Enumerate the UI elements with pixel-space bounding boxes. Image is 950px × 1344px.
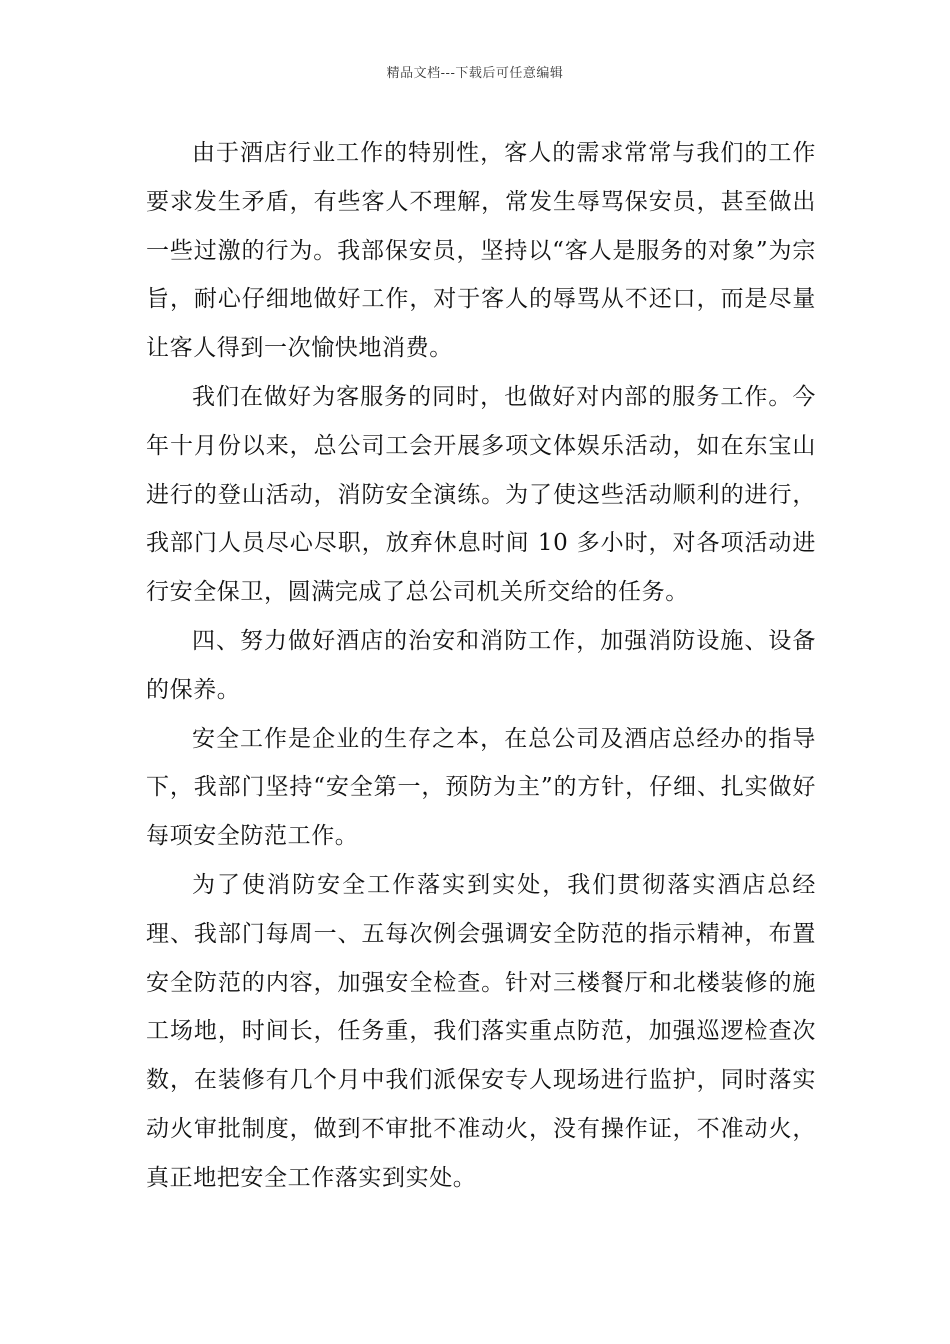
document-body (146, 129, 816, 1203)
paragraph-customer-service: 由于酒店行业工作的特别性，客人的需求常常与我们的工作要求发生矛盾，有些客人不理解，常发生辱骂保安员，甚至做出一些过激的行为。我部保安员，坚持以“客人是服务的对象”为宗旨，耐心仔细地做好工作，对于客人的辱骂从不还口，而是尽量让客人得到一次愉快地消费。 (146, 140, 816, 362)
paragraph-fire-safety-measures: 为了使消防安全工作落实到实处，我们贯彻落实酒店总经理、我部门每周一、五每次例会强调安全防范的指示精神，布置安全防范的内容，加强安全检查。针对三楼餐厅和北楼装修的施工场地，时间长，任务重，我们落实重点防范，加强巡逻检查次数，在装修有几个月中我们派保安专人现场进行监护，同时落实动火审批制度，做到不审批不准动火，没有操作证，不准动火，真正地把安全工作落实到实处。 (146, 871, 816, 1191)
section-heading-security-fire: 四、努力做好酒店的治安和消防工作，加强消防设施、设备的保养。 (146, 627, 816, 703)
page-header: 精品文档---下载后可任意编辑 (386, 66, 564, 81)
paragraph-internal-service: 我们在做好为客服务的同时，也做好对内部的服务工作。今年十月份以来，总公司工会开展多项文体娱乐活动，如在东宝山进行的登山活动，消防安全演练。为了使这些活动顺利的进行，我部门人员尽心尽职，放弃休息时间 10 多小时，对各项活动进行安全保卫，圆满完成了总公司机关所交给的任务。 (146, 383, 816, 606)
paragraph-safety-principle: 安全工作是企业的生存之本，在总公司及酒店总经办的指导下，我部门坚持“安全第一，预防为主”的方针，仔细、扎实做好每项安全防范工作。 (146, 725, 816, 850)
